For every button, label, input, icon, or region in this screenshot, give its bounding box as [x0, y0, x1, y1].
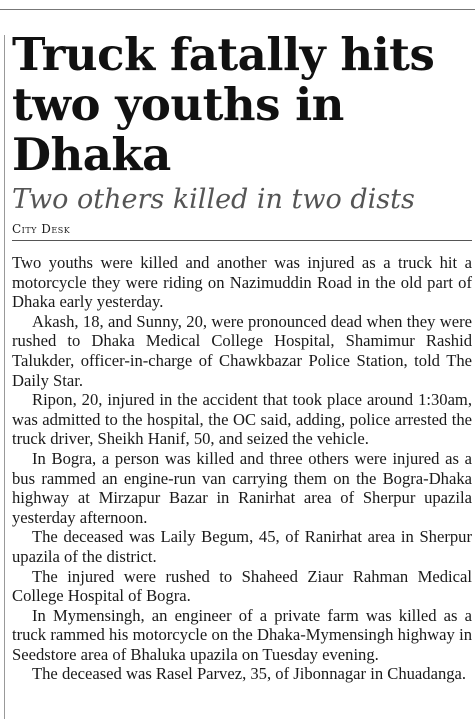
news-article	[12, 30, 472, 684]
paragraph: The injured were rushed to Shaheed Ziaur Rahman Medical College Hospital of Bogra.	[12, 566, 472, 606]
column-rule	[4, 35, 5, 719]
headline: Truck fatally hits two youths in Dhaka	[12, 28, 435, 181]
paragraph: The deceased was Laily Begum, 45, of Ranirhat area in Sherpur upazila of the district.	[12, 527, 472, 566]
byline: City Desk	[12, 222, 472, 241]
top-rule	[0, 9, 475, 10]
article-body	[12, 253, 472, 684]
paragraph: In Bogra, a person was killed and three others were injured as a bus rammed an engine-run van carrying them on the Bogra-Dhaka highway at Mirzapur Bazar in Ranirhat area of Sherpur upazila yesterday afternoon.	[12, 448, 472, 527]
subheadline: Two others killed in two dists	[12, 184, 415, 215]
paragraph: Ripon, 20, injured in the accident that took place around 1:30am, was admitted to the hospital, the OC said, adding, police arrested the truck driver, Sheikh Hanif, 50, and seized the vehicle.	[12, 390, 472, 449]
paragraph: The deceased was Rasel Parvez, 35, of Jibonnagar in Chuadanga.	[32, 664, 467, 684]
paragraph: In Mymensingh, an engineer of a private farm was killed as a truck rammed his motorcycle on the Dhaka-Mymensingh highway in Seedstore area of Bhaluka upazila on Tuesday evening.	[12, 605, 472, 664]
paragraph: Two youths were killed and another was injured as a truck hit a motorcycle they were riding on Nazimuddin Road in the old part of Dhaka early yesterday.	[12, 253, 472, 312]
paragraph: Akash, 18, and Sunny, 20, were pronounced dead when they were rushed to Dhaka Medical College Hospital, Shamimur Rashid Talukder, officer-in-charge of Chawkbazar Police Station, told The Daily Star.	[12, 311, 472, 390]
